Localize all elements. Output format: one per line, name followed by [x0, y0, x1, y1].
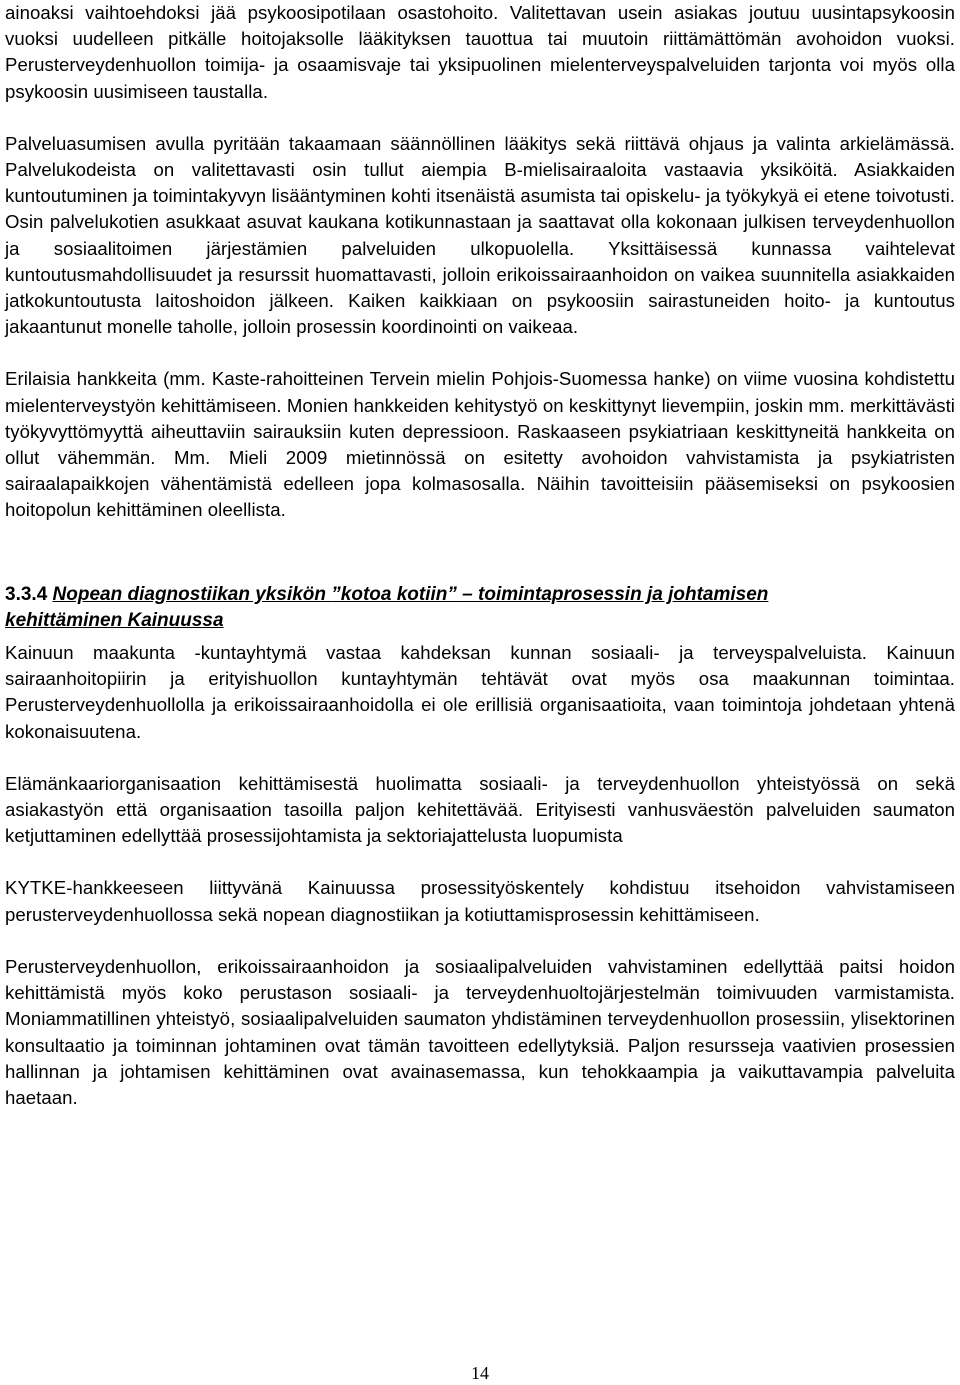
section-title-line2: kehittäminen Kainuussa — [5, 609, 224, 631]
section-heading-line2 — [5, 608, 955, 634]
section-title-part2: – toimintaprosessin ja johtamisen — [456, 583, 769, 605]
section-number: 3.3.4 — [5, 583, 48, 605]
paragraph-psychosis-relapse: ainoaksi vaihtoehdoksi jää psykoosipotilaan osastohoito. Valitettavan usein asiakas joutuu uusintapsykoosin vuoksi uudelleen pitkälle hoitojaksolle lääkityksen tauottua tai muutoin riittämättömän avohoidon vuoksi. Perusterveydenhuollon toimija- ja osaamisvaje tai yksipuolinen mielenterveyspalveluiden tarjonta voi myös olla psykoosin uusimiseen taustalla. — [5, 2, 955, 102]
page-number: 14 — [471, 1363, 489, 1383]
paragraph-kainuu-region: Kainuun maakunta -kuntayhtymä vastaa kahdeksan kunnan sosiaali- ja terveyspalveluista. Kainuun sairaanhoitopiirin ja erityishuollon kuntayhtymän tehtävät ovat myös osa maakunnan toimintaa. Perusterveydenhuollolla ja erikoissairaanhoidolla ei ole erillisiä organisaatioita, vaan toimintoja johdetaan yhtenä kokonaisuutena. — [5, 642, 955, 742]
section-title-quoted: ”kotoa kotiin” — [331, 583, 457, 605]
paragraph-kytke-project: KYTKE-hankkeeseen liittyvänä Kainuussa prosessityöskentely kohdistuu itsehoidon vahvistamiseen perusterveydenhuollossa sekä nopean diagnostiikan ja kotiuttamisprosessin kehittämiseen. — [5, 877, 955, 925]
document-page — [5, 0, 955, 1111]
paragraph-primary-care: Perusterveydenhuollon, erikoissairaanhoidon ja sosiaalipalveluiden vahvistaminen edellyttää paitsi hoidon kehittämistä myös koko perustason sosiaali- ja terveydenhuoltojärjestelmän toimivuuden varmistamista. Moniammatillinen yhteistyö, sosiaalipalveluiden saumaton yhdistäminen terveydenhuollon prosessiin, ylisektorinen konsultaatio ja toiminnan johtaminen ovat tämän tavoitteen edellytyksiä. Paljon resursseja vaativien prosessien hallinnan ja johtamisen kehittäminen ovat avainasemassa, kun tehokkaampia ja vaikuttavampia palveluita haetaan. — [5, 955, 955, 1108]
section-heading — [5, 582, 955, 634]
paragraph-projects: Erilaisia hankkeita (mm. Kaste-rahoitteinen Tervein mielin Pohjois-Suomessa hanke) on viime vuosina kohdistettu mielenterveystyön kehittämiseen. Monien hankkeiden kehitystyö on keskittynyt lievempiin, joskin mm. merkittävästi työkyvyttömyyttä aiheuttaviin sairauksiin kuten depressioon. Raskaaseen psykiatriaan keskittyneitä hankkeita on ollut vähemmän. Mm. Mieli 2009 mietinnössä on esitetty avohoidon vahvistamista ja psykiatristen sairaalapaikkojen vähentämistä edelleen jopa kolmasosalla. Näihin tavoitteisiin pääsemiseksi on psykoosien hoitopolun kehittäminen oleellista. — [5, 368, 955, 521]
paragraph-service-housing: Palveluasumisen avulla pyritään takaamaan säännöllinen lääkitys sekä riittävä ohjaus ja valinta arkielämässä. Palvelukodeista on valitettavasti osin tullut aiempia B-mielisairaaloita vastaavia yksiköitä. Asiakkaiden kuntoutuminen ja toimintakyvyn lisääntyminen kohti itsenäistä asumista tai opiskelu- ja työkykyä ei etene toivotusti. Osin palvelukotien asukkaat asuvat kaukana kotikunnastaan ja saattavat olla kokonaan julkisen terveydenhuollon ja sosiaalitoimen järjestämien palveluiden ulkopuolella. Yksittäisessä kunnassa vaihtelevat kuntoutusmahdollisuudet ja resurssit huomattavasti, jolloin erikoissairaanhoidon on vaikea suunnitella asiakkaiden jatkokuntoutusta laitoshoidon jälkeen. Kaiken kaikkiaan on psykoosiin sairastuneiden hoito- ja kuntoutus jakaantunut monelle taholle, jolloin prosessin koordinointi on vaikeaa. — [5, 132, 955, 338]
paragraph-lifecycle-organisation: Elämänkaariorganisaation kehittämisestä huolimatta sosiaali- ja terveydenhuollon yhteistyössä on sekä asiakastyön että organisaation tasoilla paljon kehitettävää. Erityisesti vanhusväestön palveluiden saumaton ketjuttaminen edellyttää prosessijohtamista ja sektoriajattelusta luopumista — [5, 772, 955, 847]
section-heading-line1 — [5, 582, 955, 608]
section-title-part1: Nopean diagnostiikan yksikön — [52, 583, 332, 605]
